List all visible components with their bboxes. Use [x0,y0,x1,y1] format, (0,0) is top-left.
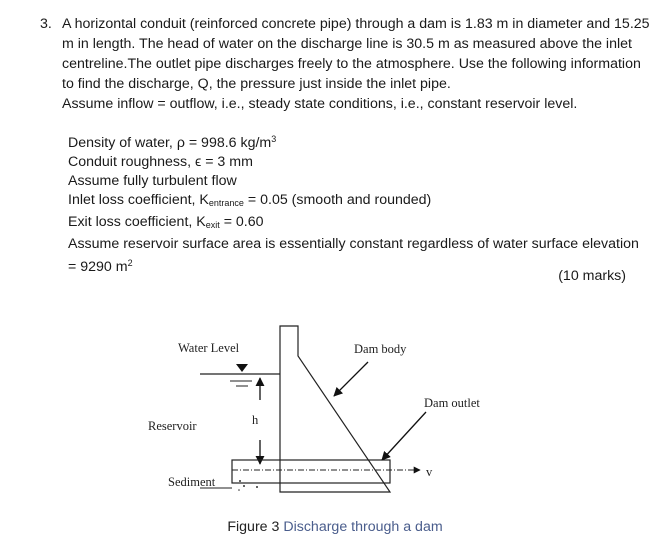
question-line: Assume inflow = outflow, i.e., steady state conditions, i.e., constant reservoir level. [62,96,578,112]
water-level-triangle [236,364,248,372]
dam-body-label: Dam body [354,342,407,356]
given-turbulent: Assume fully turbulent flow [68,173,237,189]
question-line: A horizontal conduit (reinforced concrete pipe) through a dam is 1.83 m in diameter and 15.25 [62,16,650,32]
question-number: 3. [40,16,52,32]
question-line: m in length. The head of water on the discharge line is 30.5 m as measured above the inlet [62,36,632,52]
given-roughness: Conduit roughness, ϵ = 3 mm [68,154,253,170]
given-area-line2: = 9290 $m^2$ [68,258,133,275]
dam-body-pointer [334,362,368,396]
question-line: centreline.The outlet pipe discharges freely to the atmosphere. Use the following information [62,56,641,72]
dam-outlet-label: Dam outlet [424,396,480,410]
outlet-pipe [232,460,390,483]
question-line: to find the discharge, Q, the pressure just inside the inlet pipe. [62,76,451,92]
given-inlet-loss: Inlet loss coefficient, $K_{entrance} = 0.05$ (smooth and rounded) [68,192,432,208]
velocity-v-label: v [426,465,433,479]
head-h-label: h [252,413,259,427]
figure-caption-number: Figure 3 [227,519,280,535]
sediment-label: Sediment [168,475,216,489]
given-density: Density of water, ρ = 998.6 $kg/m^3$ [68,134,277,151]
reservoir-label: Reservoir [148,419,197,433]
marks-label: (10 marks) [558,268,626,284]
figure-caption-text: Discharge through a dam [283,519,443,535]
figure-caption [0,519,670,535]
dam-outlet-pointer [382,412,426,460]
given-area-line1: Assume reservoir surface area is essentially constant regardless of water surface elevation [68,236,639,252]
water-level-label: Water Level [178,341,240,355]
sediment-specks [238,480,258,491]
given-exit-loss: Exit loss coefficient, $K_{exit} = 0.60$ [68,214,264,230]
